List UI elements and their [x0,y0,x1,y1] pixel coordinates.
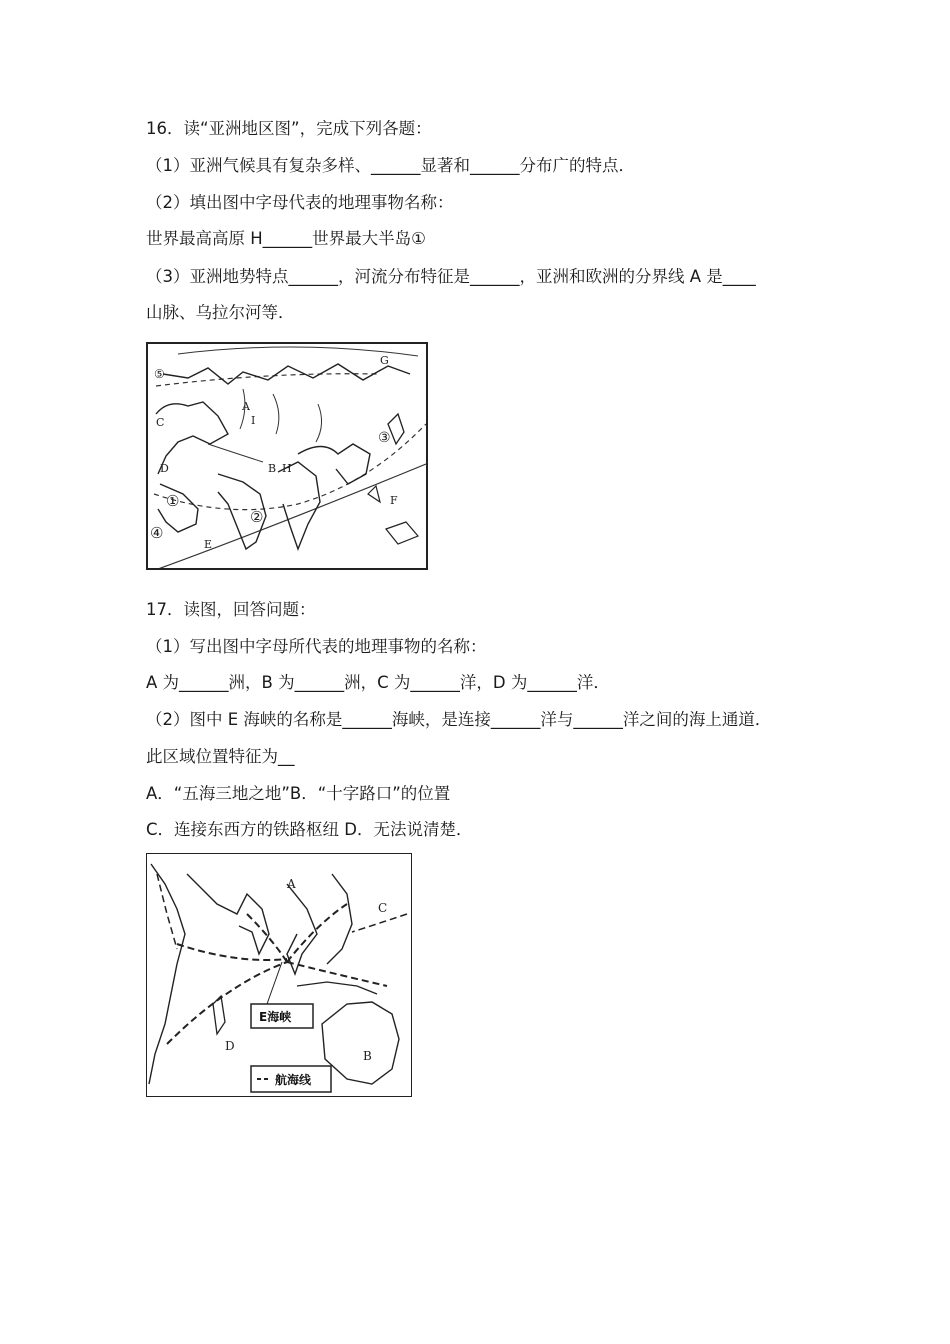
map16-label-D: D [160,462,169,475]
strait-label: E海峡 [259,1010,292,1024]
q17-part1-fill: A 为______洲，B 为______洲，C 为______洋，D 为______洋． [146,673,610,692]
map16-label-B: B [268,462,277,475]
legend-label: 航海线 [275,1073,312,1087]
map17-label-C: C [378,901,388,915]
map16-label-F: F [390,494,398,507]
indian-ocean-map [146,853,412,1097]
q16-title: 16．读“亚洲地区图”，完成下列各题： [146,119,432,138]
q16-part2-fill: 世界最高高原 H______世界最大半岛① [146,229,426,248]
asia-map [146,342,428,570]
map16-label-H: H [282,462,292,475]
map17-label-B: B [363,1049,372,1063]
q17-part1: （1）写出图中字母所代表的地理事物的名称： [146,637,487,656]
map16-label-1: ① [166,492,180,510]
map16-label-2: ② [250,508,264,526]
map17-label-A: A [287,877,296,891]
q17-title: 17．读图，回答问题： [146,600,316,619]
map16-label-I: I [251,414,256,427]
map16-label-C: C [156,416,165,429]
map16-label-3: ③ [378,430,391,446]
map16-label-E: E [204,538,213,551]
q16-part2: （2）填出图中字母代表的地理事物名称： [146,193,454,212]
map16-label-A: A [242,400,250,413]
q17-options-cd: C．连接东西方的铁路枢纽 D．无法说清楚． [146,820,473,839]
q17-part2: （2）图中 E 海峡的名称是______海峡，是连接______洋与______洋之间的海上通道． [146,710,772,729]
q17-part2-cont: 此区域位置特征为__ [146,747,295,766]
q16-part3: （3）亚洲地势特点______，河流分布特征是______，亚洲和欧洲的分界线 A 是____ [146,267,756,286]
map16-label-4: ④ [150,524,164,542]
q16-part1: （1）亚洲气候具有复杂多样、______显著和______分布广的特点． [146,156,635,175]
map16-label-5: ⑤ [154,367,165,381]
map16-label-G: G [380,354,389,367]
map17-label-D: D [225,1039,235,1053]
q17-options-ab: A．“五海三地之地”B．“十字路口”的位置 [146,784,451,803]
q16-part3-cont: 山脉、乌拉尔河等． [146,303,295,322]
